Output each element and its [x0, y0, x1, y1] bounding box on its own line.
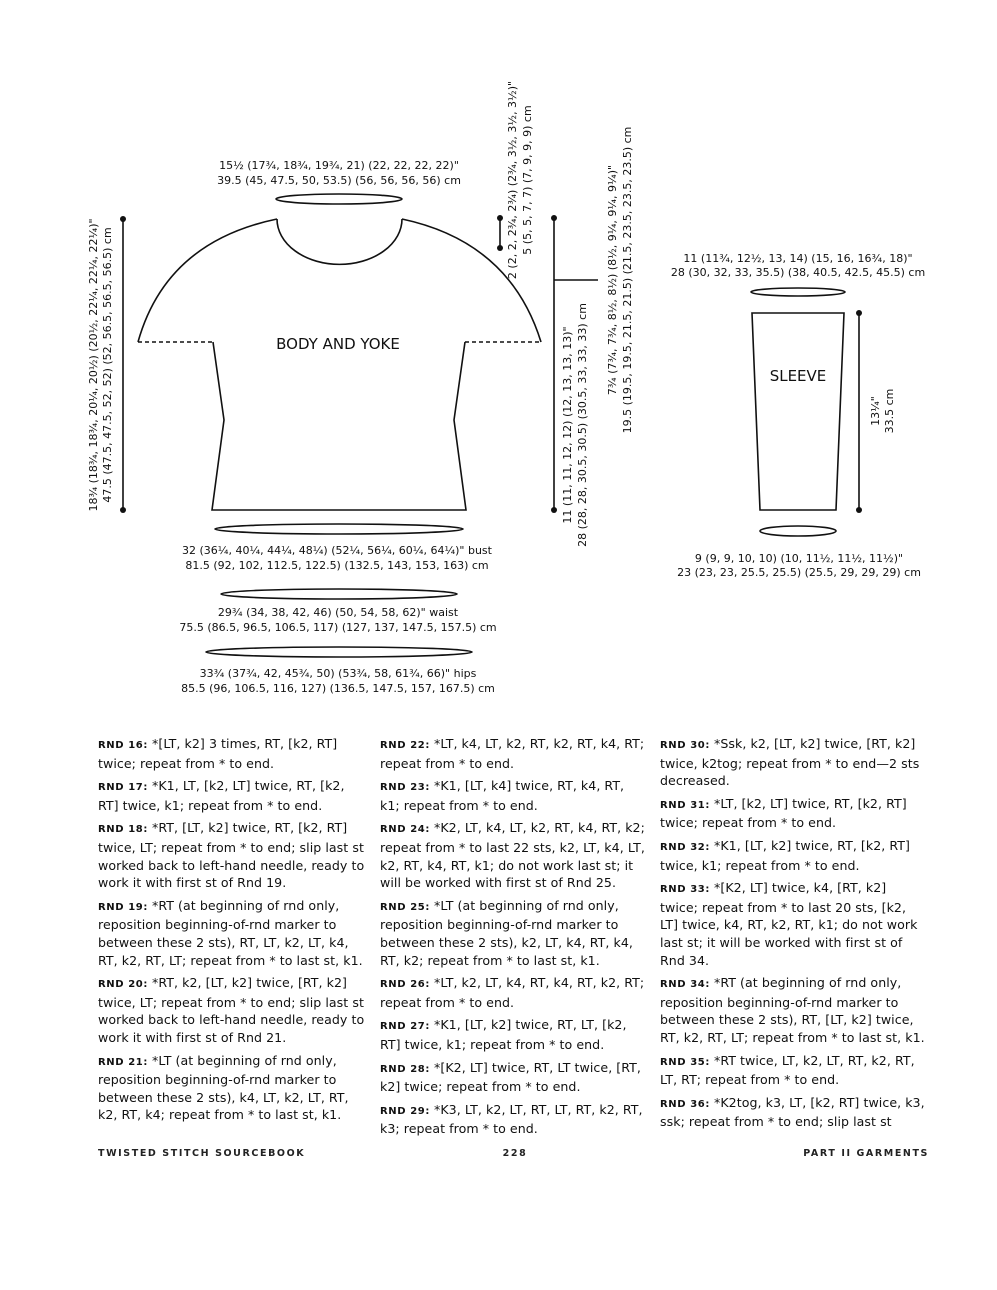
round-text: *K1, [LT, k4] twice, RT, k4, RT, k1; repeat from * to end. — [380, 778, 625, 813]
instructions-column-1 — [98, 735, 365, 1129]
round-16 — [98, 735, 365, 772]
round-27 — [380, 1016, 647, 1053]
round-label: RND 16: — [98, 740, 148, 751]
cuff-cm: 23 (23, 23, 25.5, 25.5) (25.5, 29, 29, 29) cm — [677, 566, 921, 579]
round-text: *RT (at beginning of rnd only, reposition beginning-of-rnd marker to between these 2 sts), RT, [LT, k2] twice, RT, k2, RT, LT; repeat from * to last st, k1. — [660, 975, 925, 1045]
round-34 — [660, 974, 927, 1046]
neck-width-in: 15½ (17¾, 18¾, 19¾, 21) (22, 22, 22, 22)" — [219, 159, 459, 172]
round-text: *RT (at beginning of rnd only, reposition beginning-of-rnd marker to between these 2 sts), RT, LT, k2, LT, k4, RT, k2, RT, LT; repeat from * to last st, k1. — [98, 897, 363, 968]
round-label: RND 21: — [98, 1056, 148, 1068]
round-25 — [380, 897, 647, 969]
yoke-depth-in: 7¾ (7¾, 7¾, 8½, 8½) (8½, 9¼, 9¼, 9¼)" — [606, 164, 619, 396]
round-17 — [98, 777, 365, 814]
round-26 — [380, 974, 647, 1011]
page-number: 228 — [502, 1148, 528, 1159]
body-outline — [138, 219, 541, 510]
round-text: *K3, LT, k2, LT, RT, LT, RT, k2, RT, k3; repeat from * to end. — [380, 1101, 643, 1137]
hips-indicator — [206, 647, 472, 657]
round-31 — [660, 795, 927, 832]
round-30 — [660, 735, 927, 790]
round-19 — [98, 897, 365, 969]
round-text: *[K2, LT] twice, k4, [RT, k2] twice; repeat from * to last 20 sts, [k2, LT] twice, k4, RT, k2, RT, k1; do not work last st; it will be worked with first st of Rnd 34. — [660, 880, 918, 968]
round-label: RND 18: — [98, 824, 148, 836]
footer-section: PART II GARMENTS — [803, 1148, 929, 1159]
bust-in: 32 (36¼, 40¼, 44¼, 48¼) (52¼, 56¼, 60¼, 64¼)" bust — [182, 544, 492, 557]
instructions-column-3 — [660, 735, 927, 1136]
round-label: RND 25: — [380, 901, 430, 913]
upper-arm-cm: 28 (30, 32, 33, 35.5) (38, 40.5, 42.5, 45.5) cm — [670, 266, 926, 279]
neck-depth-cm: 5 (5, 5, 7, 7) (7, 9, 9, 9) cm — [521, 105, 534, 255]
round-32 — [660, 837, 927, 874]
body-length-indicator — [120, 216, 126, 513]
round-20 — [98, 974, 365, 1046]
waist-in: 29¾ (34, 38, 42, 46) (50, 54, 58, 62)" waist — [217, 606, 459, 619]
round-35 — [660, 1052, 927, 1089]
round-text: *K1, [LT, k2] twice, RT, [k2, RT] twice, k1; repeat from * to end. — [660, 837, 910, 873]
round-29 — [380, 1101, 647, 1138]
round-label: RND 32: — [660, 841, 710, 853]
sleeve-length-indicator — [856, 310, 862, 513]
hips-cm: 85.5 (96, 106.5, 116, 127) (136.5, 147.5, 157, 167.5) cm — [181, 682, 495, 695]
round-28 — [380, 1059, 647, 1096]
round-24 — [380, 819, 647, 891]
round-label: RND 31: — [660, 799, 710, 811]
sleeve-label: SLEEVE — [769, 367, 827, 385]
bust-cm: 81.5 (92, 102, 112.5, 122.5) (132.5, 143, 153, 163) cm — [185, 559, 489, 572]
round-label: RND 20: — [98, 979, 148, 991]
sleeve-length-cm: 33.5 cm — [883, 388, 896, 434]
sleeve-length-in: 13¼" — [869, 396, 882, 426]
round-label: RND 27: — [380, 1021, 430, 1033]
hips-in: 33¾ (37¾, 42, 45¾, 50) (53¾, 58, 61¾, 66)" hips — [199, 667, 477, 680]
instructions-column-2 — [380, 735, 647, 1143]
bust-indicator — [215, 524, 463, 534]
round-36 — [660, 1094, 927, 1131]
neck-width-indicator — [276, 194, 402, 204]
cuff-in: 9 (9, 9, 10, 10) (10, 11½, 11½, 11½)" — [694, 552, 904, 565]
body-to-underarm-in: 11 (11, 11, 12, 12) (12, 13, 13, 13)" — [561, 326, 574, 524]
round-text: *RT twice, LT, k2, LT, RT, k2, RT, LT, RT; repeat from * to end. — [660, 1052, 915, 1088]
upper-arm-in: 11 (11¾, 12½, 13, 14) (15, 16, 16¾, 18)" — [683, 252, 913, 265]
round-23 — [380, 777, 647, 814]
round-label: RND 29: — [380, 1105, 430, 1117]
yoke-depth-cm: 19.5 (19.5, 19.5, 21.5, 21.5) (21.5, 23.5, 23.5, 23.5) cm — [621, 126, 634, 434]
round-label: RND 22: — [380, 740, 430, 751]
body-and-yoke-label: BODY AND YOKE — [276, 335, 400, 353]
round-text: *K2, LT, k4, LT, k2, RT, k4, RT, k2; repeat from * to last 22 sts, k2, LT, k4, LT, k2, RT, k4, RT, k1; do not work last st; it will be worked with first st of Rnd 25. — [380, 820, 645, 891]
round-text: *LT (at beginning of rnd only, reposition beginning-of-rnd marker to between these 2 sts), k4, LT, k2, LT, RT, k2, RT, k4; repeat from * to last st, k1. — [98, 1052, 349, 1123]
round-label: RND 19: — [98, 901, 148, 913]
round-label: RND 34: — [660, 979, 710, 991]
body-length-cm: 47.5 (47.5, 47.5, 52, 52) (52, 56.5, 56.5, 56.5) cm — [101, 227, 114, 503]
round-text: *LT, k4, LT, k2, RT, k2, RT, k4, RT; repeat from * to end. — [380, 736, 645, 771]
round-label: RND 33: — [660, 884, 710, 896]
round-label: RND 17: — [98, 782, 148, 794]
round-33 — [660, 879, 927, 969]
round-label: RND 36: — [660, 1098, 710, 1110]
upper-arm-indicator — [751, 288, 845, 296]
body-to-underarm-cm: 28 (28, 28, 30.5, 30.5) (30.5, 33, 33, 33) cm — [576, 303, 589, 547]
sleeve-outline — [752, 313, 844, 510]
round-label: RND 24: — [380, 824, 430, 836]
round-text: *Ssk, k2, [LT, k2] twice, [RT, k2] twice, k2tog; repeat from * to end—2 sts decreased. — [660, 736, 920, 789]
neck-depth-in: 2 (2, 2, 2¾, 2¾) (2¾, 3½, 3½, 3½)" — [506, 80, 519, 280]
round-21 — [98, 1052, 365, 1124]
round-22 — [380, 735, 647, 772]
round-text: *K1, LT, [k2, LT] twice, RT, [k2, RT] twice, k1; repeat from * to end. — [98, 778, 345, 813]
round-text: *K1, [LT, k2] twice, RT, LT, [k2, RT] twice, k1; repeat from * to end. — [380, 1017, 627, 1052]
body-length-in: 18¾ (18¾, 18¾, 20¼, 20½) (20½, 22¼, 22¼, 22¼)" — [87, 218, 100, 512]
round-text: *RT, [LT, k2] twice, RT, [k2, RT] twice, LT; repeat from * to end; slip last st worked back to left-hand needle, ready to work it with first st of Rnd 19. — [98, 820, 365, 891]
round-label: RND 35: — [660, 1056, 710, 1068]
round-text: *LT, [k2, LT] twice, RT, [k2, RT] twice; repeat from * to end. — [660, 795, 907, 831]
waist-cm: 75.5 (86.5, 96.5, 106.5, 117) (127, 137, 147.5, 157.5) cm — [179, 621, 497, 634]
neck-width-cm: 39.5 (45, 47.5, 50, 53.5) (56, 56, 56, 56) cm — [217, 174, 461, 187]
round-text: *LT, k2, LT, k4, RT, k4, RT, k2, RT; repeat from * to end. — [380, 975, 645, 1010]
footer-book-title: TWISTED STITCH SOURCEBOOK — [98, 1148, 306, 1159]
round-label: RND 26: — [380, 979, 430, 991]
round-text: *LT (at beginning of rnd only, reposition beginning-of-rnd marker to between these 2 sts), k2, LT, k4, RT, k4, RT, k2; repeat from * to last st, k1. — [380, 897, 633, 968]
round-label: RND 30: — [660, 740, 710, 751]
round-label: RND 28: — [380, 1063, 430, 1075]
cuff-indicator — [760, 526, 836, 536]
round-text: *K2tog, k3, LT, [k2, RT] twice, k3, ssk; repeat from * to end; slip last st — [660, 1094, 925, 1130]
body-side-indicator — [551, 215, 598, 513]
waist-indicator — [221, 589, 457, 599]
neck-depth-indicator — [497, 215, 503, 251]
round-label: RND 23: — [380, 782, 430, 794]
round-text: *[K2, LT] twice, RT, LT twice, [RT, k2] twice; repeat from * to end. — [380, 1059, 641, 1095]
round-18 — [98, 819, 365, 891]
round-text: *[LT, k2] 3 times, RT, [k2, RT] twice; repeat from * to end. — [98, 736, 338, 771]
round-text: *RT, k2, [LT, k2] twice, [RT, k2] twice, LT; repeat from * to end; slip last st worked back to left-hand needle, ready to work it with first st of Rnd 21. — [98, 975, 365, 1045]
